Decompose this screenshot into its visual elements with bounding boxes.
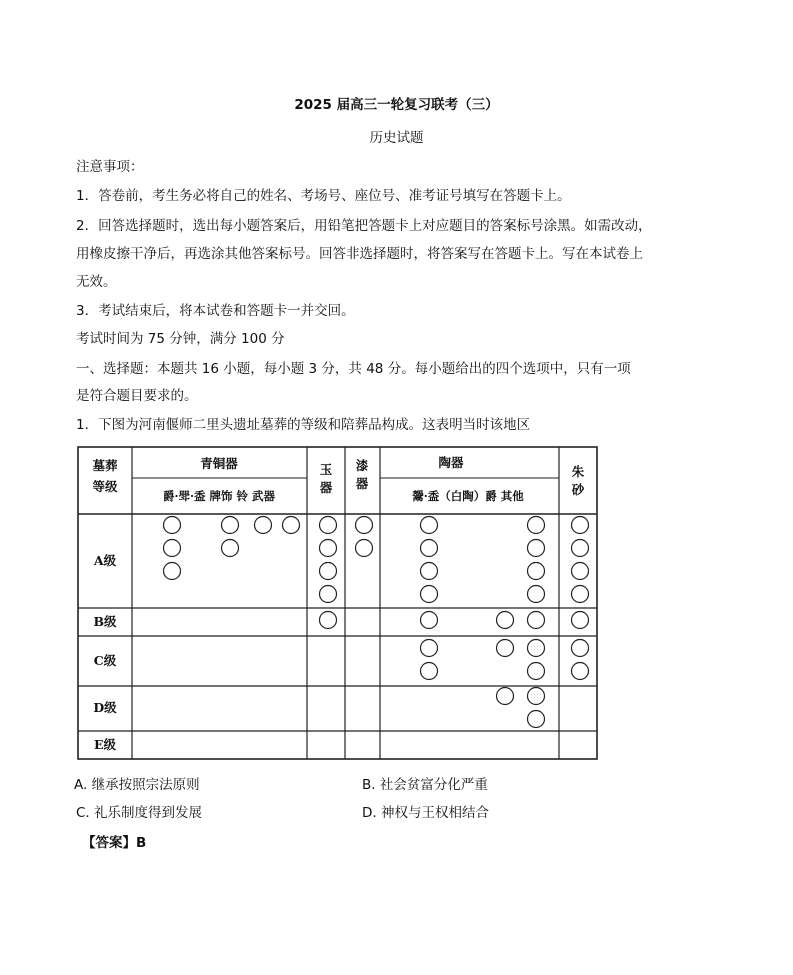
mark-circle-a-col5-2 xyxy=(356,540,373,557)
note-item-2-line-1: 2．回答选择题时，选出每小题答案后，用铅笔把答题卡上对应题目的答案标号涂黑。如需改动， xyxy=(76,218,652,234)
mark-circle-b-col6-1 xyxy=(421,612,438,629)
burial-table-figure xyxy=(77,446,599,765)
mark-circle-c-col8-1 xyxy=(528,640,545,657)
row-label-d: D级 xyxy=(93,700,117,715)
mark-circle-a-col9-2 xyxy=(572,540,589,557)
mark-circle-c-col9-1 xyxy=(572,640,589,657)
row-label-b: B级 xyxy=(93,614,117,629)
exam-time: 考试时间为 75 分钟，满分 100 分 xyxy=(76,331,285,347)
mark-circle-a-col9-1 xyxy=(572,517,589,534)
row-label-e: E级 xyxy=(93,737,117,752)
answer-line xyxy=(82,834,146,852)
mark-circles xyxy=(164,517,589,728)
mark-circle-a-col3-1 xyxy=(283,517,300,534)
mark-circle-c-col9-2 xyxy=(572,663,589,680)
header-corner-line-1: 墓葬 xyxy=(92,458,118,473)
mark-circle-b-col9-1 xyxy=(572,612,589,629)
header-cinnabar-line-1: 朱 xyxy=(571,464,585,479)
note-item-3: 3．考试结束后，将本试卷和答题卡一并交回。 xyxy=(76,303,355,319)
mark-circle-a-col1-2 xyxy=(222,540,239,557)
row-label-a: A级 xyxy=(93,553,117,568)
answer-label: 【答案】 xyxy=(82,835,136,851)
mark-circle-a-col6-3 xyxy=(421,563,438,580)
header-jade-line-2: 器 xyxy=(319,480,333,495)
mark-circle-c-col7-1 xyxy=(497,640,514,657)
note-item-2-line-2: 用橡皮擦干净后，再选涂其他答案标号。回答非选择题时，将答案写在答题卡上。写在本试卷上 xyxy=(76,246,643,262)
mark-circle-a-col8-2 xyxy=(528,540,545,557)
mark-circle-a-col0-1 xyxy=(164,517,181,534)
header-bronze: 青铜器 xyxy=(200,456,238,471)
mark-circle-b-col8-1 xyxy=(528,612,545,629)
mark-circle-a-col2-1 xyxy=(255,517,272,534)
option-b: B. 社会贫富分化严重 xyxy=(362,777,488,793)
mark-circle-a-col9-3 xyxy=(572,563,589,580)
mark-circle-a-col9-4 xyxy=(572,586,589,603)
question-stem: 1．下图为河南偃师二里头遗址墓葬的等级和陪葬品构成。这表明当时该地区 xyxy=(76,417,531,433)
mark-circle-b-col4-1 xyxy=(320,612,337,629)
option-c: C. 礼乐制度得到发展 xyxy=(76,805,203,821)
header-pottery: 陶器 xyxy=(438,455,464,470)
header-lacquer-line-2: 器 xyxy=(355,476,369,491)
mark-circle-a-col6-1 xyxy=(421,517,438,534)
mark-circle-c-col6-2 xyxy=(421,663,438,680)
burial-table xyxy=(77,446,599,761)
mark-circle-a-col6-4 xyxy=(421,586,438,603)
header-corner-line-2: 等级 xyxy=(92,479,118,494)
mark-circle-a-col5-1 xyxy=(356,517,373,534)
mark-circle-a-col8-4 xyxy=(528,586,545,603)
exam-title: 2025 届高三一轮复习联考（三） xyxy=(294,97,499,113)
answer-value: B xyxy=(136,835,147,851)
mark-circle-a-col8-1 xyxy=(528,517,545,534)
mark-circle-d-col8-1 xyxy=(528,688,545,705)
notes-heading: 注意事项： xyxy=(76,159,144,175)
header-lacquer-line-1: 漆 xyxy=(355,458,369,473)
mark-circle-d-col8-2 xyxy=(528,711,545,728)
header-bronze-sub: 爵·斝·盉 牌饰 铃 武器 xyxy=(162,489,276,503)
mark-circle-a-col6-2 xyxy=(421,540,438,557)
note-item-1: 1．答卷前，考生务必将自己的姓名、考场号、座位号、准考证号填写在答题卡上。 xyxy=(76,188,571,204)
mark-circle-c-col8-2 xyxy=(528,663,545,680)
header-pottery-sub: 鬶·盉（白陶）爵 其他 xyxy=(412,489,524,503)
section-instruction-line-2: 是符合题目要求的。 xyxy=(76,388,198,404)
row-label-c: C级 xyxy=(93,653,117,668)
mark-circle-a-col4-4 xyxy=(320,586,337,603)
mark-circle-a-col0-3 xyxy=(164,563,181,580)
option-d: D. 神权与王权相结合 xyxy=(362,805,489,821)
option-a: A. 继承按照宗法原则 xyxy=(74,777,200,793)
section-instruction-line-1: 一、选择题：本题共 16 小题，每小题 3 分，共 48 分。每小题给出的四个选项中，只有一项 xyxy=(76,361,631,377)
mark-circle-a-col4-2 xyxy=(320,540,337,557)
mark-circle-a-col8-3 xyxy=(528,563,545,580)
header-cinnabar-line-2: 砂 xyxy=(571,482,585,497)
mark-circle-d-col7-1 xyxy=(497,688,514,705)
note-item-2-line-3: 无效。 xyxy=(76,274,117,290)
mark-circle-a-col1-1 xyxy=(222,517,239,534)
mark-circle-a-col0-2 xyxy=(164,540,181,557)
header-jade-line-1: 玉 xyxy=(319,462,333,477)
mark-circle-a-col4-3 xyxy=(320,563,337,580)
mark-circle-a-col4-1 xyxy=(320,517,337,534)
mark-circle-b-col7-1 xyxy=(497,612,514,629)
mark-circle-c-col6-1 xyxy=(421,640,438,657)
exam-subject: 历史试题 xyxy=(369,130,424,146)
